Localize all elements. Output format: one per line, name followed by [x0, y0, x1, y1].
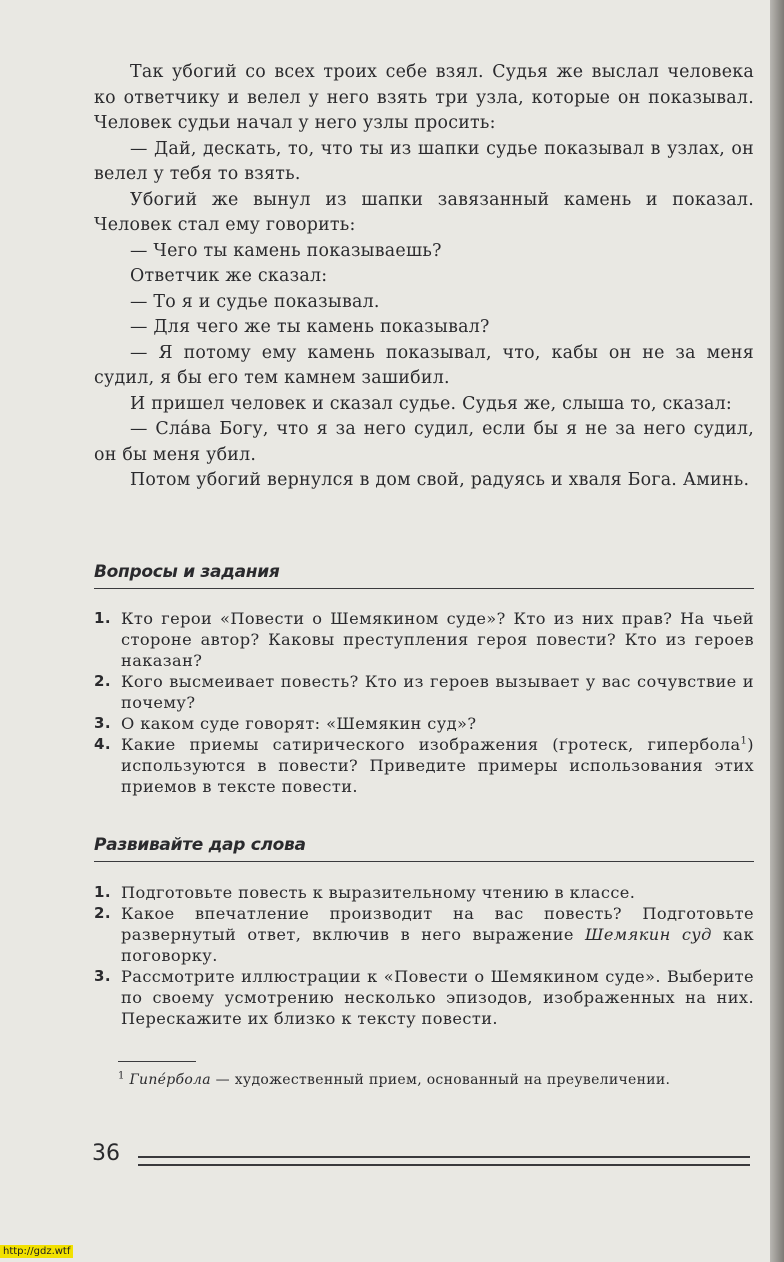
- story-text: [94, 60, 754, 494]
- task-item: [94, 903, 754, 966]
- question-text: О каком суде говорят: «Шемякин суд»?: [121, 714, 477, 733]
- footnote-text: — художественный прием, основанный на преувеличении.: [210, 1072, 671, 1088]
- task-number: 2.: [94, 904, 111, 922]
- story-paragraph: Убогий же вынул из шапки завязанный камень и показал. Человек стал ему говорить:: [94, 189, 754, 235]
- story-paragraph: — Для чего же ты камень показывал?: [130, 317, 490, 337]
- scan-edge: [770, 0, 784, 1262]
- question-number: 2.: [94, 672, 111, 690]
- task-italic-phrase: Шемякин суд: [584, 925, 712, 944]
- question-number: 4.: [94, 735, 111, 753]
- page-footer-rule: [138, 1156, 750, 1166]
- story-paragraph: — Дай, дескать, то, что ты из шапки судье показывал в узлах, он велел у тебя то взять.: [94, 138, 754, 184]
- question-item: [94, 734, 754, 797]
- question-text-part: ) используются в повести? Приведите примеры использования этих приемов в тексте повести.: [121, 735, 754, 796]
- task-text: Рассмотрите иллюстрации к «Повести о Шемякином суде». Выберите по своему усмотрению несколько эпизодов, изображенных на них. Перескажите их близко к тексту повести.: [121, 967, 754, 1028]
- task-number: 1.: [94, 883, 111, 901]
- story-paragraph: Ответчик же сказал:: [130, 266, 328, 286]
- question-text: Кого высмеивает повесть? Кто из героев вызывает у вас сочувствие и почему?: [121, 672, 754, 712]
- question-number: 3.: [94, 714, 111, 732]
- task-text-part: как поговорку.: [121, 925, 754, 965]
- footnote-term: Гипéрбола: [129, 1072, 211, 1088]
- task-text: [121, 904, 754, 965]
- footnote: [118, 1070, 754, 1091]
- develop-list: [94, 882, 754, 1029]
- questions-list: [94, 608, 754, 797]
- footnote-divider: [118, 1061, 196, 1062]
- footnote-mark: 1: [118, 1070, 125, 1082]
- story-paragraph: — Я потому ему камень показывал, что, кабы он не за меня судил, я бы его тем камнем зашибил.: [94, 342, 754, 388]
- task-item: [94, 882, 754, 903]
- page-number: 36: [92, 1141, 120, 1166]
- task-item: [94, 966, 754, 1029]
- story-paragraph: — То я и судье показывал.: [130, 291, 380, 312]
- task-text: Подготовьте повесть к выразительному чтению в классе.: [121, 883, 636, 902]
- task-text-part: Какое впечатление производит на вас повесть? Подготовьте развернутый ответ, включив в него выражение: [121, 904, 754, 944]
- story-paragraph: — Чего ты камень показываешь?: [130, 240, 442, 261]
- question-item: [94, 671, 754, 713]
- story-paragraph: Так убогий со всех троих себе взял. Судья же выслал человека ко ответчику и велел у него взять три узла, которые он показывал. Человек судьи начал у него узлы просить:: [94, 62, 754, 133]
- story-paragraph: — Слáва Богу, что я за него судил, если бы я не за него судил, он бы меня убил.: [94, 419, 754, 465]
- question-text: Кто герои «Повести о Шемякином суде»? Кто из них прав? На чьей стороне автор? Каковы преступления героя повести? Кто из героев наказан?: [121, 609, 754, 670]
- story-paragraph: И пришел человек и сказал судье. Судья же, слыша то, сказал:: [130, 393, 732, 414]
- question-item: [94, 713, 754, 734]
- question-text: [121, 735, 754, 796]
- questions-heading: Вопросы и задания: [94, 562, 754, 589]
- develop-heading: Развивайте дар слова: [94, 835, 754, 862]
- task-number: 3.: [94, 967, 111, 985]
- question-number: 1.: [94, 609, 111, 627]
- watermark: http://gdz.wtf: [0, 1245, 73, 1258]
- footnote-ref: 1: [740, 735, 748, 747]
- question-text-part: Какие приемы сатирического изображения (гротеск, гипербола: [121, 735, 741, 754]
- question-item: [94, 608, 754, 671]
- story-paragraph: Потом убогий вернулся в дом свой, радуясь и хваля Бога. Аминь.: [130, 470, 750, 490]
